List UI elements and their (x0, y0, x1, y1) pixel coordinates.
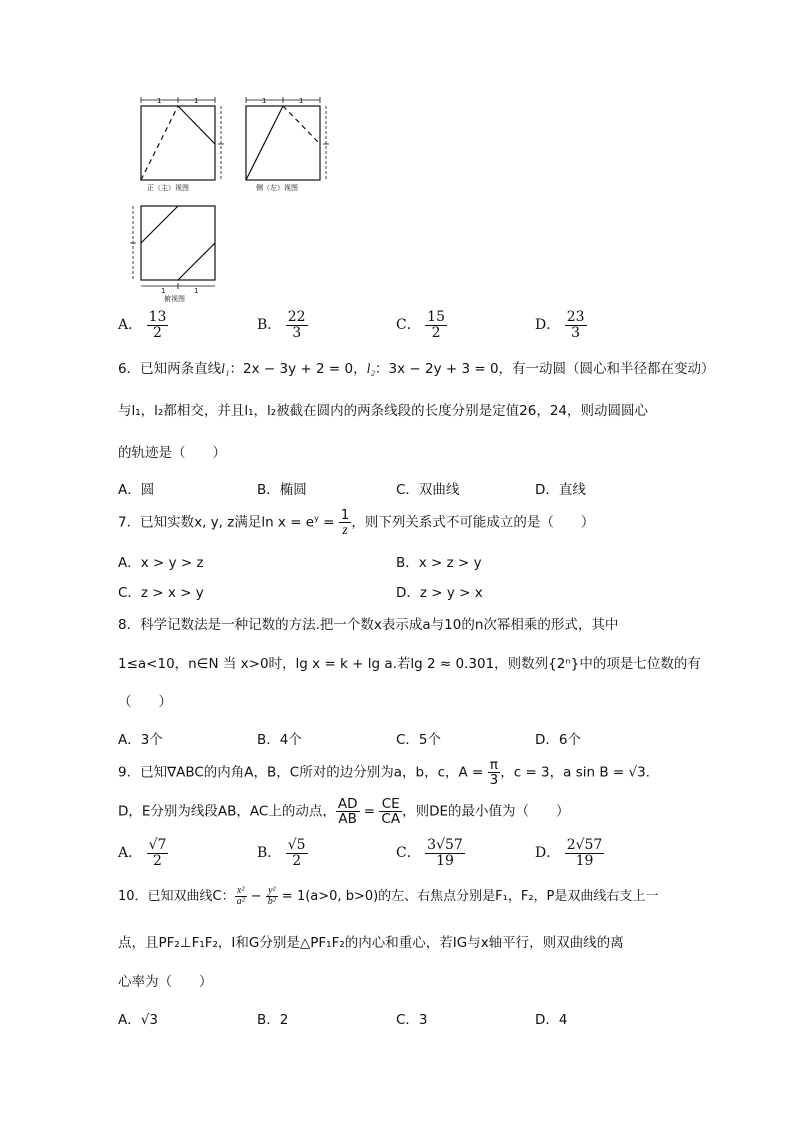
q5-option-a[interactable]: A． $\frac{13}{2}$ (118, 309, 167, 341)
q9-stem-line1: 9．已知∇ABC的内角A，B，C所对的边分别为a，b，c，A = $\frac{\pi}{3}$ ，c = 3，a sin B = √3. (118, 757, 650, 789)
q8-stem-line1: 8．科学记数法是一种记数的方法.把一个数x表示成a与10的n次幂相乘的形式，其中 (118, 617, 619, 633)
q8-stem-line3: （ ） (118, 694, 172, 710)
q9-option-b[interactable]: B． $\frac{√5}{2}$ (257, 837, 306, 869)
q10-option-b[interactable]: B．2 (257, 1012, 289, 1028)
q9-pi-fraction: $\frac{\pi}{3}$ (489, 757, 499, 789)
q5-d-fraction: $\frac{23}{3}$ (566, 309, 585, 341)
side-view-caption: 侧（左）视图 (256, 184, 298, 192)
q7-option-c[interactable]: C．z > x > y (118, 585, 204, 601)
front-view-solid-edge (178, 106, 215, 144)
q8-stem-line2: 1≤a<10，n∈N 当 x>0时，lg x = k + lg a.若lg 2 ≈ 0.301，则数列{2ⁿ}中的项是七位数的有 (118, 656, 701, 672)
q8-option-b[interactable]: B．4个 (257, 732, 302, 748)
q10-option-a[interactable]: A．√3 (118, 1012, 158, 1028)
q7-fraction: $\frac{1}{z}$ (340, 507, 350, 538)
top-view-edge-lower (178, 243, 215, 280)
side-dim-2: 1 (299, 97, 304, 105)
top-view-square (141, 206, 215, 280)
side-view-dashed-edge (283, 106, 320, 144)
q6-option-d[interactable]: D．直线 (535, 482, 586, 498)
q7-option-d[interactable]: D．z > y > x (396, 585, 483, 601)
q5-option-d[interactable]: D． $\frac{23}{3}$ (535, 309, 585, 341)
top-dim-2: 1 (194, 287, 199, 295)
q6-option-a[interactable]: A．圆 (118, 482, 155, 498)
q6-stem-line2: 与l₁，l₂都相交，并且l₁，l₂被截在圆内的两条线段的长度分别是定值26，24，则动圆圆心 (118, 403, 649, 419)
front-view-caption: 正（主）视图 (147, 184, 189, 192)
q8-option-a[interactable]: A．3个 (118, 732, 163, 748)
front-dim-1: 1 (157, 97, 162, 105)
top-view-caption: 俯视图 (164, 295, 185, 303)
q8-option-c[interactable]: C．5个 (396, 732, 442, 748)
q9-option-a[interactable]: A． $\frac{√7}{2}$ (118, 837, 167, 869)
q6-stem-line3: 的轨迹是（ ） (118, 445, 226, 461)
three-views-figure (128, 96, 338, 306)
q5-option-c[interactable]: C． $\frac{15}{2}$ (396, 309, 445, 341)
side-view-square (246, 106, 320, 180)
top-dim-1: 1 (161, 287, 166, 295)
q5-a-fraction: $\frac{13}{2}$ (148, 309, 167, 341)
q6-option-c[interactable]: C．双曲线 (396, 482, 460, 498)
q10-stem-line3: 心率为（ ） (118, 974, 213, 990)
side-view-solid-edge (246, 106, 283, 180)
q7-option-a[interactable]: A．x > y > z (118, 555, 204, 571)
q10-stem-line1: 10．已知双曲线C： $\frac{\text{x²}}{\text{a²}}$ − $\frac{\text{y²}}{\text{b²}}$ = 1(a>0, b>0)的左、右焦点分别是F₁，F₂，P是双曲线右支上一 (118, 884, 659, 907)
q5-c-fraction: $\frac{15}{2}$ (427, 309, 445, 341)
q9-option-c[interactable]: C． $\frac{3√57}{19}$ (396, 837, 463, 869)
q10-stem-line2: 点，且PF₂⊥F₁F₂，I和G分别是△PF₁F₂的内心和重心，若IG与x轴平行，则双曲线的离 (118, 935, 624, 951)
q9-option-d[interactable]: D． $\frac{2√57}{19}$ (535, 837, 603, 869)
front-view-dashed-edge (141, 106, 178, 180)
q10-option-d[interactable]: D．4 (535, 1012, 568, 1028)
q9-ratio-ad-ab: $\frac{AD}{AB}$ (337, 796, 358, 828)
q7-stem: 7．已知实数x, y, z满足$\ln x = e^y$ = $\frac{1}{z}$ ，则下列关系式不可能成立的是（ ） (118, 507, 595, 538)
q8-option-d[interactable]: D．6个 (535, 732, 581, 748)
q5-option-b[interactable]: B． $\frac{22}{3}$ (257, 309, 306, 341)
q7-option-b[interactable]: B．x > z > y (396, 555, 482, 571)
q6-option-b[interactable]: B．椭圆 (257, 482, 307, 498)
front-dim-2: 1 (194, 97, 199, 105)
q9-ratio-ce-ca: $\frac{CE}{CA}$ (381, 796, 401, 828)
front-view-square (141, 106, 215, 180)
q9-stem-line2: D，E分别为线段AB，AC上的动点， $\frac{AD}{AB}$ = $\frac{CE}{CA}$ ，则DE的最小值为（ ） (118, 796, 570, 828)
q5-b-fraction: $\frac{22}{3}$ (287, 309, 306, 341)
q10-option-c[interactable]: C．3 (396, 1012, 428, 1028)
q6-stem-line1: 6．已知两条直线l₁：2x − 3y + 2 = 0，l₂：3x − 2y + 3 = 0，有一动圆（圆心和半径都在变动） (118, 361, 715, 377)
side-dim-1: 1 (262, 97, 267, 105)
top-view-edge-upper (141, 206, 178, 243)
